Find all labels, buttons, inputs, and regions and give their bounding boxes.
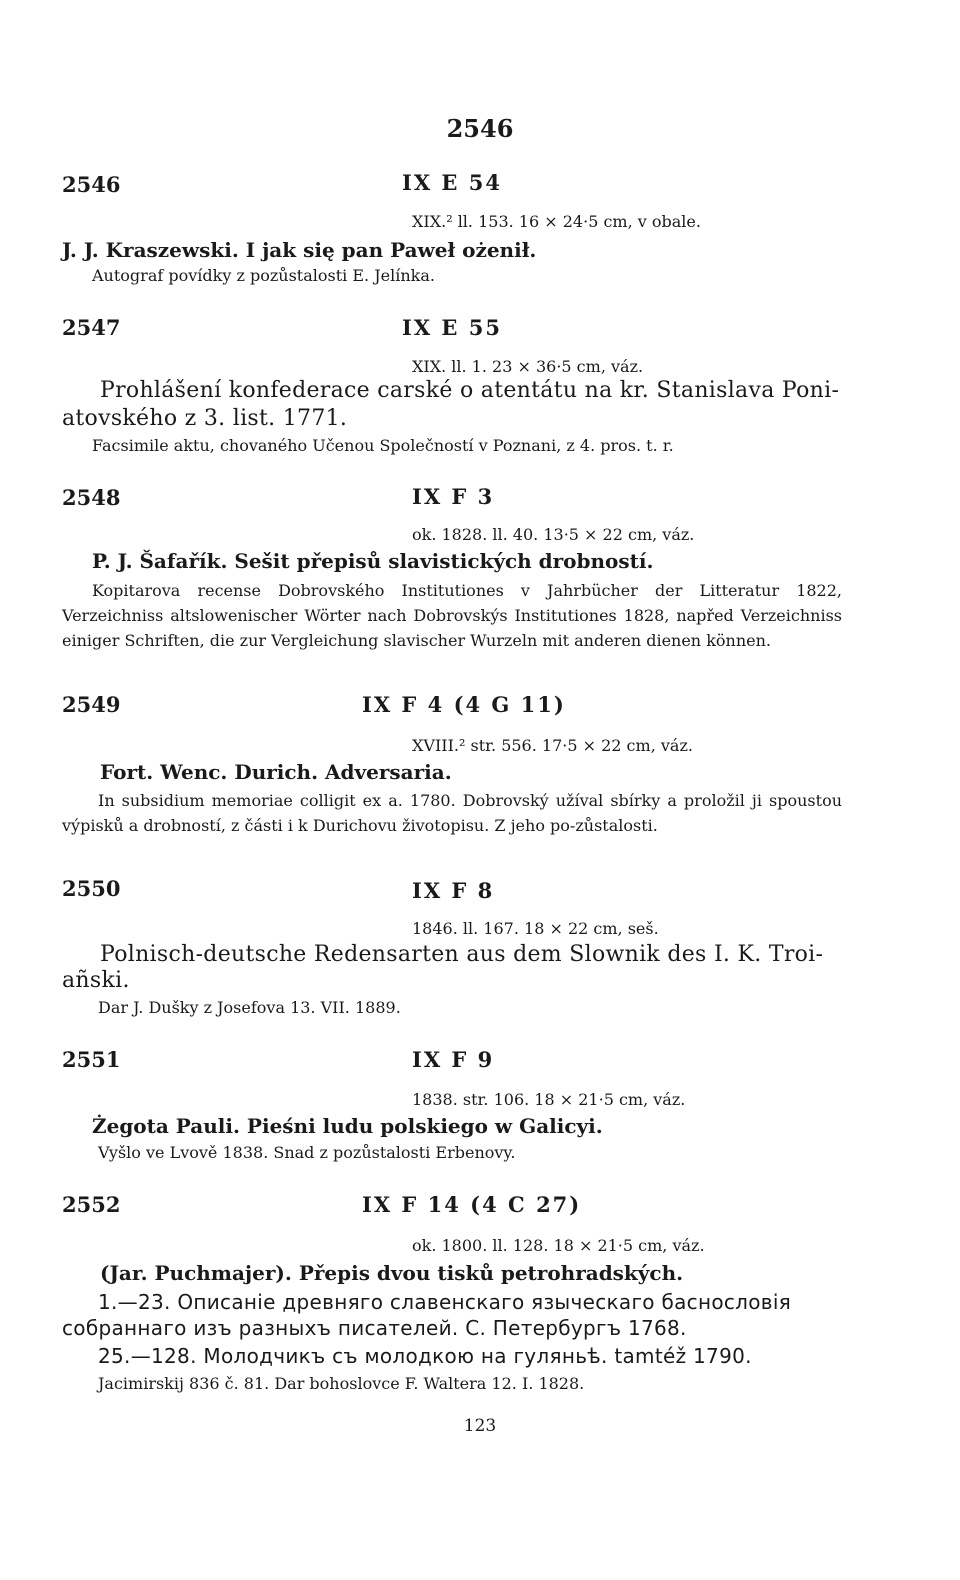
entry-note: Autograf povídky z pozůstalosti E. Jelínka.	[92, 266, 435, 285]
entry-title-line: añski.	[62, 968, 130, 993]
entry-number: 2551	[62, 1047, 121, 1072]
entry-number: 2547	[62, 315, 121, 340]
entry-signature: IX F 3	[412, 484, 495, 509]
entry-meta: XVIII.² str. 556. 17·5 × 22 cm, váz.	[412, 736, 693, 755]
entry-paragraph: In subsidium memoriae colligit ex a. 1780. Dobrovský užíval sbírky a proložil ji spoustou výpisků a drobností, z části i k Durichovu životopisu. Z jeho po-zůstalosti.	[62, 791, 842, 835]
entry-signature: IX F 8	[412, 878, 495, 903]
russian-title-line: 25.—128. Молодчикъ съ молодкою на гуляньѣ. tamtéž 1790.	[98, 1344, 752, 1368]
entry-number: 2552	[62, 1192, 121, 1217]
entry-number: 2548	[62, 485, 121, 510]
running-head: 2546	[446, 114, 514, 143]
entry-signature: IX F 9	[412, 1047, 495, 1072]
entry-number: 2546	[62, 172, 121, 197]
entry-signature: IX E 54	[402, 170, 502, 195]
entry-number: 2550	[62, 876, 121, 901]
entry-note: Facsimile aktu, chovaného Učenou Společností v Poznani, z 4. pros. t. r.	[92, 436, 674, 455]
entry-title: Żegota Pauli. Pieśni ludu polskiego w Galicyi.	[92, 1114, 603, 1138]
entry-signature: IX F 4 (4 G 11)	[362, 692, 566, 717]
entry-meta: XIX. ll. 1. 23 × 36·5 cm, váz.	[412, 357, 644, 376]
entry-title: (Jar. Puchmajer). Přepis dvou tisků petrohradských.	[100, 1261, 684, 1285]
entry-note: Vyšlo ve Lvově 1838. Snad z pozůstalosti Erbenovy.	[98, 1143, 516, 1162]
entry-meta: ok. 1828. ll. 40. 13·5 × 22 cm, váz.	[412, 525, 695, 544]
entry-meta: 1846. ll. 167. 18 × 22 cm, seš.	[412, 919, 659, 938]
entry-title: Fort. Wenc. Durich. Adversaria.	[100, 760, 452, 784]
entry-title: P. J. Šafařík. Sešit přepisů slavistických drobností.	[92, 549, 654, 573]
entry-paragraph: Kopitarova recense Dobrovského Institutiones v Jahrbücher der Litteratur 1822, Verzeichniss altslowenischer Wörter nach Dobrovskýs Institutiones 1828, napřed Verzeichniss einiger Schriften, die zur Vergleichung slavischer Wurzeln mit anderen dienen können.	[62, 581, 842, 650]
entry-title: J. J. Kraszewski. I jak się pan Paweł ożenił.	[62, 238, 537, 262]
entry-title-line: atovského z 3. list. 1771.	[62, 406, 348, 431]
entry-meta: 1838. str. 106. 18 × 21·5 cm, váz.	[412, 1090, 686, 1109]
page-number: 123	[463, 1416, 497, 1436]
entry-signature: IX E 55	[402, 315, 502, 340]
russian-title-line: собраннаго изъ разныхъ писателей. С. Петербургъ 1768.	[62, 1316, 687, 1340]
entry-title-line: Polnisch-deutsche Redensarten aus dem Slownik des I. K. Troi-	[100, 942, 824, 967]
entry-signature: IX F 14 (4 C 27)	[362, 1192, 582, 1217]
entry-meta: ok. 1800. ll. 128. 18 × 21·5 cm, váz.	[412, 1236, 705, 1255]
entry-title-line: Prohlášení konfederace carské o atentátu na kr. Stanislava Poni-	[100, 378, 840, 403]
entry-meta: XIX.² ll. 153. 16 × 24·5 cm, v obale.	[412, 212, 701, 231]
russian-title-line: 1.—23. Описанiе древняго славенскаго языческаго баснословiя	[98, 1290, 792, 1314]
entry-note: Jacimirskij 836 č. 81. Dar bohoslovce F. Waltera 12. I. 1828.	[98, 1374, 585, 1393]
entry-number: 2549	[62, 692, 121, 717]
entry-note: Dar J. Dušky z Josefova 13. VII. 1889.	[98, 998, 401, 1017]
